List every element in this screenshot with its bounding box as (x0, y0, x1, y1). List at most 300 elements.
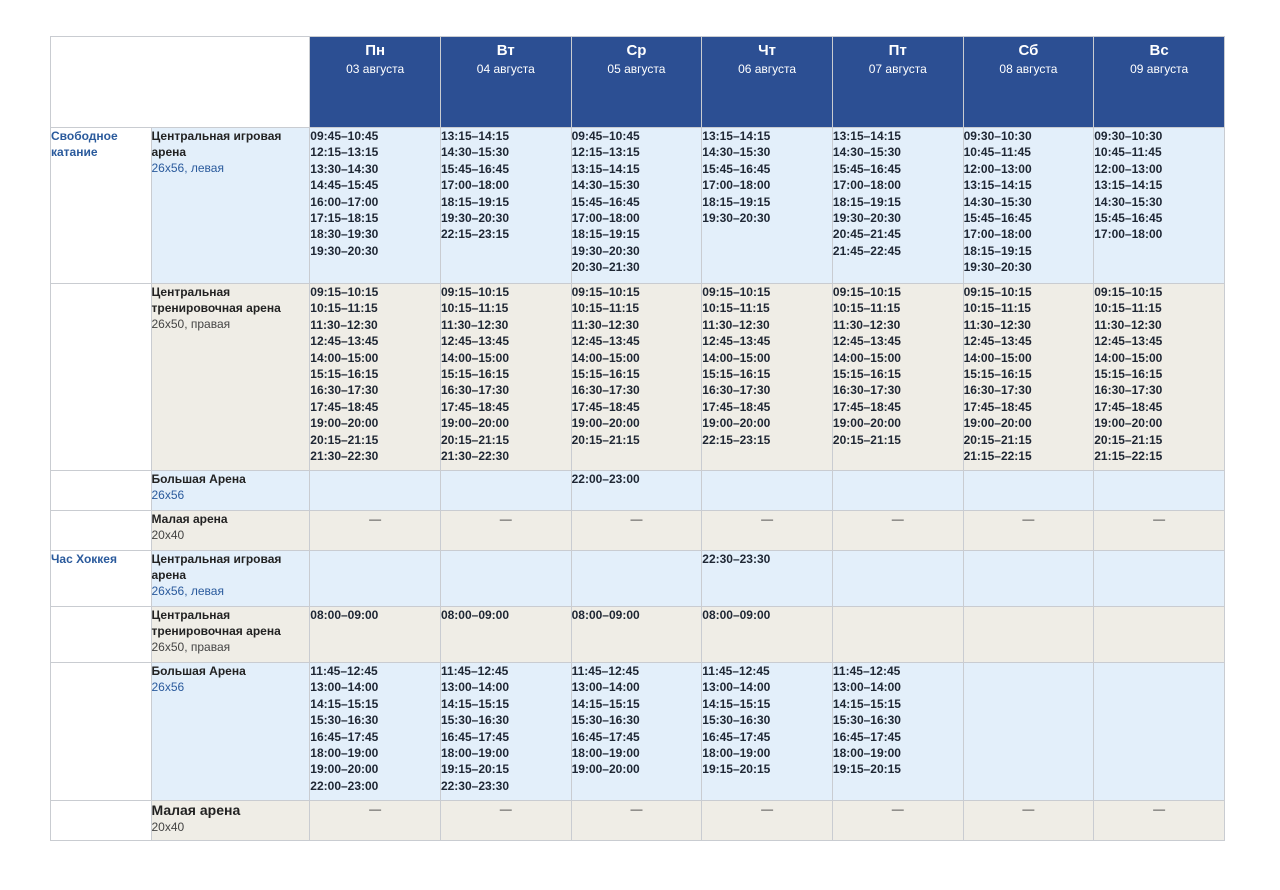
time-slot: 15:30–16:30 (832, 713, 901, 728)
category-cell: Час Хоккея (51, 551, 152, 607)
day-slot-cell (310, 284, 441, 471)
time-slot: 11:30–12:30 (1094, 317, 1162, 332)
time-slot: 17:45–18:45 (832, 399, 901, 414)
no-session-dash: — (1153, 512, 1166, 526)
day-slot-cell (310, 607, 441, 663)
time-slot: 10:15–11:15 (1094, 301, 1162, 316)
time-slot: 16:30–17:30 (702, 383, 771, 398)
time-slot: 10:45–11:45 (963, 145, 1031, 160)
time-slot: 13:00–14:00 (440, 680, 510, 695)
day-slot-cell (963, 471, 1094, 511)
time-slot: 17:00–18:00 (1094, 227, 1163, 242)
day-header (440, 37, 571, 128)
time-slot: 15:15–16:15 (440, 367, 510, 382)
day-header (571, 37, 702, 128)
time-slot: 13:00–14:00 (702, 680, 771, 695)
time-slot: 12:45–13:45 (963, 334, 1032, 349)
time-slot: 19:00–20:00 (571, 416, 640, 431)
time-slot: 13:15–14:15 (571, 161, 640, 176)
day-date: 06 августа (738, 62, 797, 76)
time-slot: 14:30–15:30 (702, 145, 771, 160)
day-date: 04 августа (476, 62, 535, 76)
day-slot-cell (310, 511, 441, 551)
arena-size: 20x40 (151, 528, 185, 542)
time-slot: 14:30–15:30 (963, 194, 1032, 209)
schedule-row (51, 128, 1225, 284)
time-slot: 15:15–16:15 (832, 367, 901, 382)
category-cell (51, 511, 152, 551)
time-slot: 09:15–10:15 (571, 285, 640, 299)
time-slot: 13:15–14:15 (832, 129, 901, 143)
category-cell: Свободное катание (51, 128, 152, 284)
day-slot-cell (571, 663, 702, 801)
day-name: Вс (1149, 42, 1169, 59)
schedule-row (51, 511, 1225, 551)
time-slot: 10:15–11:15 (963, 301, 1031, 316)
time-slot: 22:15–23:15 (440, 227, 510, 242)
time-slot: 08:00–09:00 (571, 608, 640, 622)
day-slot-cell (310, 551, 441, 607)
time-slot: 19:30–20:30 (571, 243, 640, 258)
time-slot: 17:45–18:45 (702, 399, 771, 414)
schedule-table (50, 36, 1225, 841)
arena-name: Большая Арена (151, 664, 246, 678)
day-slot-cell (310, 663, 441, 801)
time-slot: 15:45–16:45 (702, 161, 771, 176)
time-slot: 19:00–20:00 (963, 416, 1032, 431)
day-date: 08 августа (999, 62, 1058, 76)
time-slot: 16:45–17:45 (571, 729, 640, 744)
category-cell (51, 801, 152, 841)
day-slot-cell (832, 607, 963, 663)
time-slot: 16:30–17:30 (832, 383, 901, 398)
time-slot: 17:45–18:45 (963, 399, 1032, 414)
time-slot: 16:30–17:30 (310, 383, 379, 398)
time-slot: 13:30–14:30 (310, 161, 379, 176)
time-slot: 17:00–18:00 (832, 178, 901, 193)
time-slot: 22:15–23:15 (702, 432, 771, 447)
time-slot: 15:45–16:45 (963, 211, 1032, 226)
time-slot: 17:45–18:45 (310, 399, 379, 414)
time-slot: 18:15–19:15 (702, 194, 771, 209)
day-date: 07 августа (868, 62, 927, 76)
day-slot-cell (571, 128, 702, 284)
time-slot: 13:15–14:15 (1094, 178, 1163, 193)
day-name: Вт (496, 42, 515, 59)
time-slot: 08:00–09:00 (310, 608, 379, 622)
time-slot: 18:30–19:30 (310, 227, 379, 242)
time-slot: 11:30–12:30 (702, 317, 770, 332)
day-name: Пт (888, 42, 907, 59)
time-slot: 12:45–13:45 (310, 334, 379, 349)
time-slot: 16:45–17:45 (310, 729, 379, 744)
time-slot: 19:00–20:00 (310, 762, 379, 777)
time-slot: 19:00–20:00 (1094, 416, 1163, 431)
time-slot: 20:15–21:15 (963, 432, 1032, 447)
time-slot: 17:00–18:00 (440, 178, 510, 193)
arena-cell (151, 551, 310, 607)
arena-name: Большая Арена (151, 472, 246, 486)
time-slot: 12:45–13:45 (571, 334, 640, 349)
time-slot: 18:00–19:00 (702, 746, 771, 761)
time-slot: 08:00–09:00 (440, 608, 510, 622)
arena-cell (151, 284, 310, 471)
no-session-dash: — (499, 512, 512, 526)
time-slot: 21:15–22:15 (963, 449, 1032, 464)
day-slot-cell (963, 551, 1094, 607)
time-slot: 15:45–16:45 (832, 161, 901, 176)
time-slot: 17:45–18:45 (571, 399, 640, 414)
time-slot: 14:00–15:00 (571, 350, 640, 365)
day-slot-cell (963, 663, 1094, 801)
day-slot-cell (702, 511, 833, 551)
arena-size: 26x56, левая (151, 161, 224, 175)
time-slot: 15:30–16:30 (571, 713, 640, 728)
time-slot: 15:15–16:15 (310, 367, 379, 382)
schedule-row (51, 471, 1225, 511)
time-slot: 20:15–21:15 (832, 432, 901, 447)
no-session-dash: — (761, 802, 774, 816)
time-slot: 22:00–23:00 (571, 472, 640, 486)
time-slot: 17:00–18:00 (571, 211, 640, 226)
time-slot: 14:15–15:15 (571, 696, 640, 711)
time-slot: 11:45–12:45 (440, 664, 509, 678)
day-header (310, 37, 441, 128)
time-slot: 21:30–22:30 (310, 449, 379, 464)
time-slot: 12:15–13:15 (571, 145, 640, 160)
time-slot: 13:00–14:00 (571, 680, 640, 695)
no-session-dash: — (1022, 512, 1035, 526)
time-slot: 14:30–15:30 (571, 178, 640, 193)
time-slot: 13:15–14:15 (963, 178, 1032, 193)
arena-name: Центральная игровая арена (151, 129, 282, 159)
time-slot: 17:00–18:00 (702, 178, 771, 193)
time-slot: 09:15–10:15 (832, 285, 901, 299)
arena-cell (151, 511, 310, 551)
header-corner (51, 37, 310, 128)
time-slot: 18:15–19:15 (571, 227, 640, 242)
time-slot: 14:15–15:15 (440, 696, 510, 711)
day-date: 05 августа (607, 62, 666, 76)
category-cell (51, 607, 152, 663)
no-session-dash: — (369, 512, 382, 526)
day-slot-cell (440, 511, 571, 551)
time-slot: 17:00–18:00 (963, 227, 1032, 242)
time-slot: 20:15–21:15 (310, 432, 379, 447)
day-slot-cell (440, 128, 571, 284)
time-slot: 11:30–12:30 (440, 317, 509, 332)
time-slot: 14:15–15:15 (310, 696, 379, 711)
no-session-dash: — (630, 512, 643, 526)
day-slot-cell (440, 551, 571, 607)
time-slot: 19:30–20:30 (832, 211, 901, 226)
time-slot: 15:45–16:45 (440, 161, 510, 176)
time-slot: 09:45–10:45 (571, 129, 640, 143)
day-slot-cell (310, 471, 441, 511)
time-slot: 11:30–12:30 (832, 317, 901, 332)
time-slot: 10:15–11:15 (702, 301, 770, 316)
time-slot: 14:30–15:30 (1094, 194, 1163, 209)
day-slot-cell (963, 801, 1094, 841)
time-slot: 18:00–19:00 (310, 746, 379, 761)
day-slot-cell (963, 511, 1094, 551)
arena-size: 26x56 (151, 680, 185, 694)
time-slot: 14:00–15:00 (440, 350, 510, 365)
time-slot: 17:45–18:45 (1094, 399, 1163, 414)
time-slot: 16:45–17:45 (440, 729, 510, 744)
category-cell (51, 663, 152, 801)
time-slot: 17:15–18:15 (310, 211, 379, 226)
time-slot: 09:15–10:15 (440, 285, 510, 299)
time-slot: 16:45–17:45 (702, 729, 771, 744)
day-slot-cell (440, 607, 571, 663)
day-slot-cell (702, 551, 833, 607)
day-slot-cell (1094, 663, 1225, 801)
day-slot-cell (963, 284, 1094, 471)
time-slot: 15:15–16:15 (1094, 367, 1163, 382)
time-slot: 14:30–15:30 (440, 145, 510, 160)
day-slot-cell (571, 551, 702, 607)
time-slot: 16:30–17:30 (571, 383, 640, 398)
time-slot: 12:15–13:15 (310, 145, 379, 160)
time-slot: 19:00–20:00 (571, 762, 640, 777)
time-slot: 22:30–23:30 (702, 552, 771, 566)
no-session-dash: — (761, 512, 774, 526)
time-slot: 10:15–11:15 (571, 301, 640, 316)
day-date: 09 августа (1130, 62, 1189, 76)
time-slot: 18:15–19:15 (440, 194, 510, 209)
time-slot: 15:15–16:15 (963, 367, 1032, 382)
day-name: Сб (1018, 42, 1039, 59)
time-slot: 14:15–15:15 (702, 696, 771, 711)
day-header (1094, 37, 1225, 128)
time-slot: 09:15–10:15 (702, 285, 771, 299)
time-slot: 14:00–15:00 (702, 350, 771, 365)
time-slot: 15:30–16:30 (702, 713, 771, 728)
time-slot: 18:00–19:00 (571, 746, 640, 761)
time-slot: 15:30–16:30 (310, 713, 379, 728)
no-session-dash: — (369, 802, 382, 816)
day-slot-cell (963, 607, 1094, 663)
header-row (51, 37, 1225, 128)
time-slot: 10:15–11:15 (832, 301, 901, 316)
day-slot-cell (832, 663, 963, 801)
time-slot: 13:00–14:00 (832, 680, 901, 695)
time-slot: 16:00–17:00 (310, 194, 379, 209)
no-session-dash: — (891, 802, 904, 816)
time-slot: 12:45–13:45 (832, 334, 901, 349)
time-slot: 20:45–21:45 (832, 227, 901, 242)
time-slot: 09:15–10:15 (310, 285, 379, 299)
arena-size: 26x56 (151, 488, 185, 502)
day-header (963, 37, 1094, 128)
time-slot: 09:15–10:15 (963, 285, 1032, 299)
time-slot: 19:00–20:00 (440, 416, 510, 431)
day-slot-cell (1094, 551, 1225, 607)
time-slot: 12:45–13:45 (1094, 334, 1163, 349)
time-slot: 13:00–14:00 (310, 680, 379, 695)
time-slot: 11:30–12:30 (963, 317, 1031, 332)
day-slot-cell (571, 284, 702, 471)
time-slot: 19:15–20:15 (832, 762, 901, 777)
time-slot: 21:15–22:15 (1094, 449, 1163, 464)
time-slot: 14:15–15:15 (832, 696, 901, 711)
time-slot: 11:30–12:30 (571, 317, 640, 332)
day-slot-cell (1094, 128, 1225, 284)
time-slot: 16:30–17:30 (963, 383, 1032, 398)
day-slot-cell (310, 801, 441, 841)
schedule-body (51, 128, 1225, 841)
time-slot: 10:15–11:15 (310, 301, 378, 316)
time-slot: 18:15–19:15 (963, 243, 1032, 258)
time-slot: 18:00–19:00 (832, 746, 901, 761)
time-slot: 16:30–17:30 (440, 383, 510, 398)
arena-cell (151, 128, 310, 284)
time-slot: 18:15–19:15 (832, 194, 901, 209)
no-session-dash: — (891, 512, 904, 526)
day-header (702, 37, 833, 128)
time-slot: 14:00–15:00 (310, 350, 379, 365)
time-slot: 13:15–14:15 (440, 129, 510, 143)
time-slot: 19:00–20:00 (702, 416, 771, 431)
day-slot-cell (702, 128, 833, 284)
schedule-row (51, 551, 1225, 607)
time-slot: 19:15–20:15 (440, 762, 510, 777)
time-slot: 08:00–09:00 (702, 608, 771, 622)
arena-cell (151, 663, 310, 801)
arena-cell (151, 607, 310, 663)
time-slot: 09:30–10:30 (963, 129, 1032, 143)
time-slot: 12:45–13:45 (702, 334, 771, 349)
time-slot: 16:30–17:30 (1094, 383, 1163, 398)
time-slot: 13:15–14:15 (702, 129, 771, 143)
time-slot: 12:00–13:00 (963, 161, 1032, 176)
day-slot-cell (310, 128, 441, 284)
day-slot-cell (440, 471, 571, 511)
arena-name: Центральная тренировочная арена (151, 608, 281, 638)
day-slot-cell (702, 471, 833, 511)
day-slot-cell (440, 663, 571, 801)
day-slot-cell (963, 128, 1094, 284)
day-slot-cell (440, 284, 571, 471)
time-slot: 20:15–21:15 (1094, 432, 1163, 447)
time-slot: 19:00–20:00 (832, 416, 901, 431)
day-slot-cell (571, 801, 702, 841)
no-session-dash: — (1022, 802, 1035, 816)
time-slot: 10:45–11:45 (1094, 145, 1162, 160)
schedule-row (51, 663, 1225, 801)
day-slot-cell (1094, 471, 1225, 511)
schedule-row (51, 801, 1225, 841)
schedule-row (51, 607, 1225, 663)
day-slot-cell (832, 511, 963, 551)
time-slot: 11:30–12:30 (310, 317, 378, 332)
time-slot: 21:30–22:30 (440, 449, 510, 464)
time-slot: 19:30–20:30 (963, 260, 1032, 275)
time-slot: 12:00–13:00 (1094, 161, 1163, 176)
day-date: 03 августа (346, 62, 405, 76)
day-slot-cell (571, 471, 702, 511)
day-name: Ср (626, 42, 647, 59)
time-slot: 20:15–21:15 (440, 432, 510, 447)
day-slot-cell (1094, 607, 1225, 663)
time-slot: 09:15–10:15 (1094, 285, 1163, 299)
time-slot: 09:45–10:45 (310, 129, 379, 143)
time-slot: 15:15–16:15 (702, 367, 771, 382)
day-slot-cell (440, 801, 571, 841)
day-slot-cell (1094, 284, 1225, 471)
time-slot: 22:30–23:30 (440, 778, 510, 793)
day-slot-cell (832, 284, 963, 471)
time-slot: 19:15–20:15 (702, 762, 771, 777)
time-slot: 17:45–18:45 (440, 399, 510, 414)
arena-size: 26x50, правая (151, 640, 231, 654)
time-slot: 09:30–10:30 (1094, 129, 1163, 143)
time-slot: 22:00–23:00 (310, 778, 379, 793)
day-slot-cell (571, 511, 702, 551)
time-slot: 14:00–15:00 (963, 350, 1032, 365)
time-slot: 18:00–19:00 (440, 746, 510, 761)
time-slot: 16:45–17:45 (832, 729, 901, 744)
time-slot: 11:45–12:45 (571, 664, 640, 678)
time-slot: 14:00–15:00 (832, 350, 901, 365)
time-slot: 10:15–11:15 (440, 301, 509, 316)
day-slot-cell (832, 128, 963, 284)
no-session-dash: — (499, 802, 512, 816)
time-slot: 11:45–12:45 (310, 664, 378, 678)
arena-cell (151, 471, 310, 511)
day-name: Пн (365, 42, 386, 59)
arena-name: Центральная игровая арена (151, 552, 282, 582)
category-cell (51, 471, 152, 511)
time-slot: 14:30–15:30 (832, 145, 901, 160)
day-slot-cell (702, 607, 833, 663)
category-cell (51, 284, 152, 471)
day-slot-cell (702, 801, 833, 841)
arena-size: 26x50, правая (151, 317, 231, 331)
time-slot: 19:30–20:30 (440, 211, 510, 226)
time-slot: 20:30–21:30 (571, 260, 640, 275)
time-slot: 21:45–22:45 (832, 243, 901, 258)
time-slot: 15:15–16:15 (571, 367, 640, 382)
day-name: Чт (758, 42, 777, 59)
no-session-dash: — (630, 802, 643, 816)
day-slot-cell (1094, 511, 1225, 551)
time-slot: 14:45–15:45 (310, 178, 379, 193)
time-slot: 19:00–20:00 (310, 416, 379, 431)
time-slot: 20:15–21:15 (571, 432, 640, 447)
day-slot-cell (1094, 801, 1225, 841)
day-slot-cell (571, 607, 702, 663)
time-slot: 15:45–16:45 (571, 194, 640, 209)
arena-cell (151, 801, 310, 841)
day-slot-cell (702, 663, 833, 801)
day-slot-cell (702, 284, 833, 471)
time-slot: 15:45–16:45 (1094, 211, 1163, 226)
schedule-row (51, 284, 1225, 471)
day-header (832, 37, 963, 128)
day-slot-cell (832, 801, 963, 841)
time-slot: 15:30–16:30 (440, 713, 510, 728)
arena-name: Малая арена (151, 512, 228, 526)
no-session-dash: — (1153, 802, 1166, 816)
arena-name: Малая арена (151, 802, 241, 818)
time-slot: 11:45–12:45 (832, 664, 901, 678)
time-slot: 19:30–20:30 (702, 211, 771, 226)
arena-size: 26x56, левая (151, 584, 224, 598)
arena-size: 20x40 (151, 820, 185, 834)
time-slot: 11:45–12:45 (702, 664, 770, 678)
